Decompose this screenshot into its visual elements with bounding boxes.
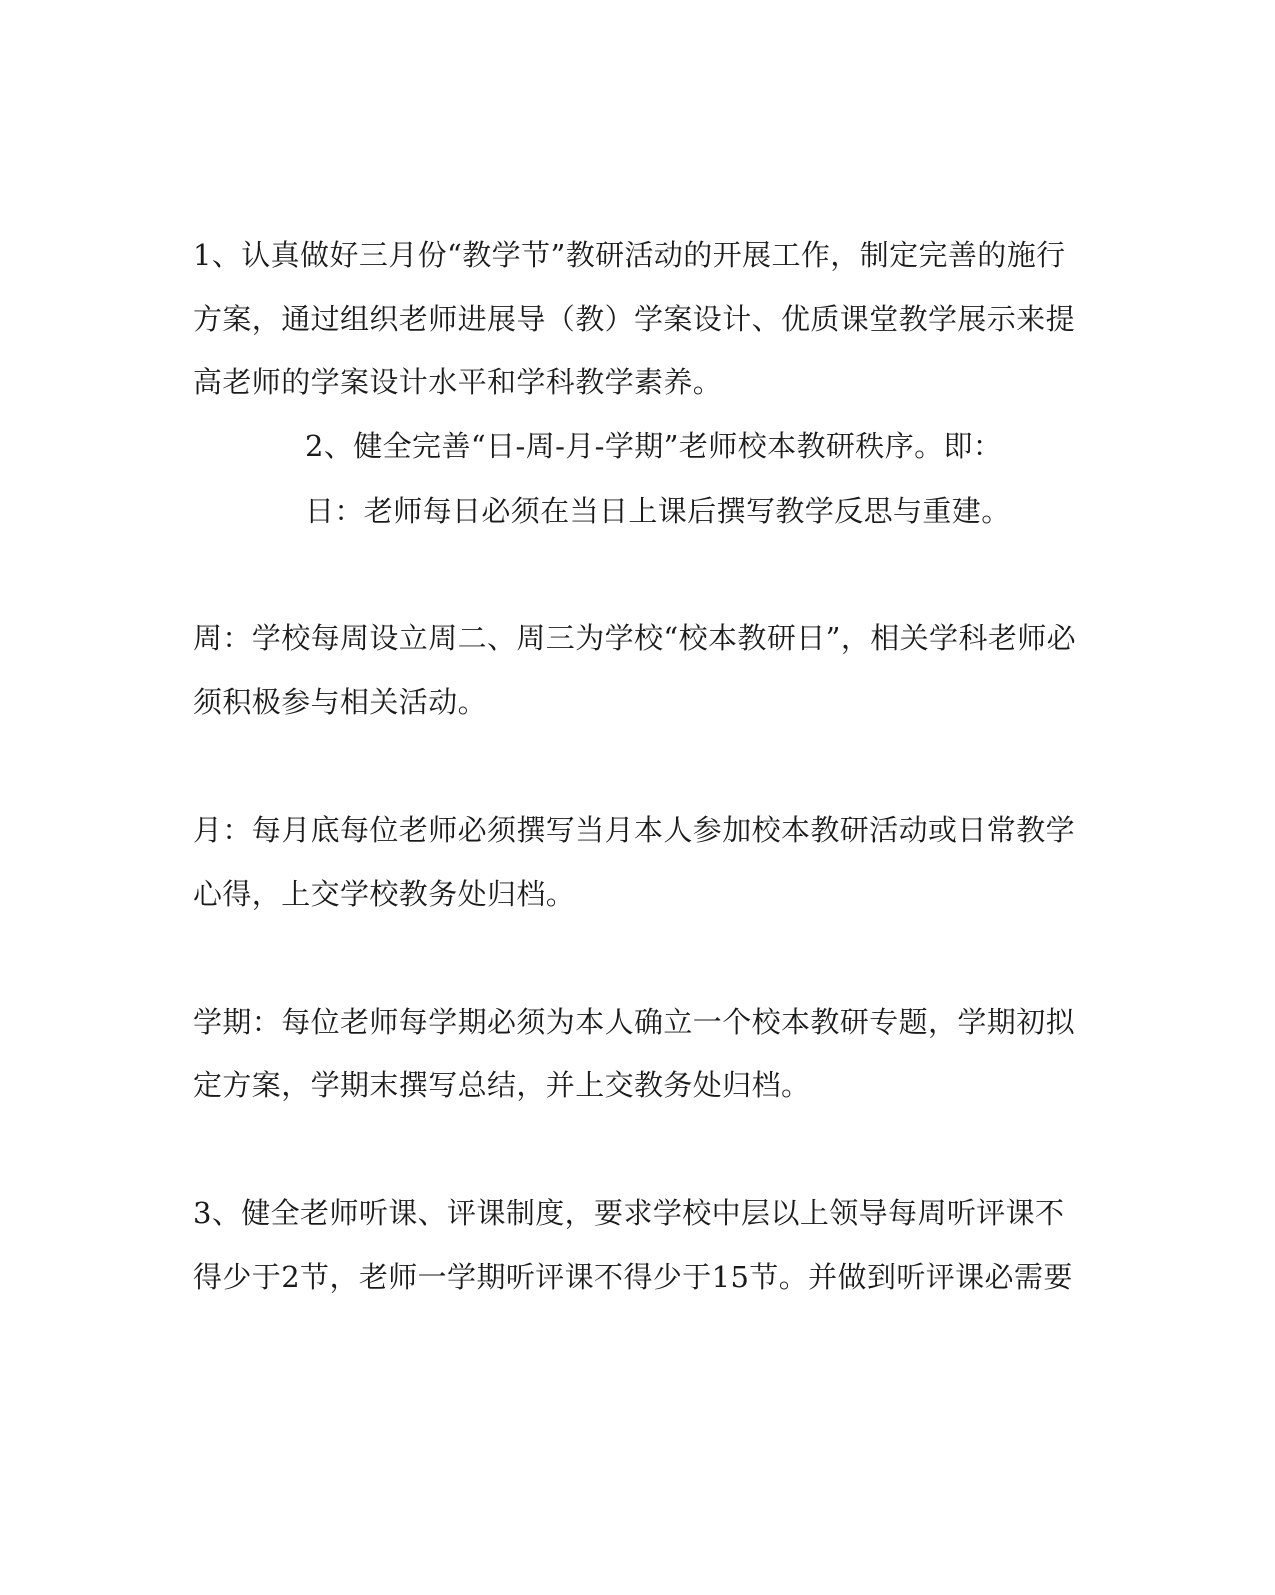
paragraph-2-line-1: 2、健全完善“日-周-月-学期”老师校本教研秩序。即： xyxy=(305,429,1003,463)
paragraph-3-line-2: 得少于2节，老师一学期听评课不得少于15节。并做到听评课必需要 xyxy=(193,1260,1073,1294)
monthly-item-line-2: 心得，上交学校教务处归档。 xyxy=(193,877,576,911)
semester-item-line-1: 学期：每位老师每学期必须为本人确立一个校本教研专题，学期初拟 xyxy=(193,1005,1076,1039)
semester-item-line-2: 定方案，学期末撰写总结，并上交教务处归档。 xyxy=(193,1068,811,1102)
weekly-item-line-1: 周：学校每周设立周二、周三为学校“校本教研日”，相关学科老师必 xyxy=(193,621,1077,655)
paragraph-1-line-3: 高老师的学案设计水平和学科教学素养。 xyxy=(193,365,723,399)
paragraph-1-line-1: 1、认真做好三月份“教学节”教研活动的开展工作，制定完善的施行 xyxy=(193,238,1066,272)
paragraph-1-line-2: 方案，通过组织老师进展导（教）学案设计、优质课堂教学展示来提 xyxy=(193,302,1076,336)
weekly-item-line-2: 须积极参与相关活动。 xyxy=(193,685,488,719)
daily-item: 日：老师每日必须在当日上课后撰写教学反思与重建。 xyxy=(305,494,1011,528)
monthly-item-line-1: 月：每月底每位老师必须撰写当月本人参加校本教研活动或日常教学 xyxy=(193,813,1076,847)
paragraph-3-line-1: 3、健全老师听课、评课制度，要求学校中层以上领导每周听评课不 xyxy=(193,1196,1065,1230)
